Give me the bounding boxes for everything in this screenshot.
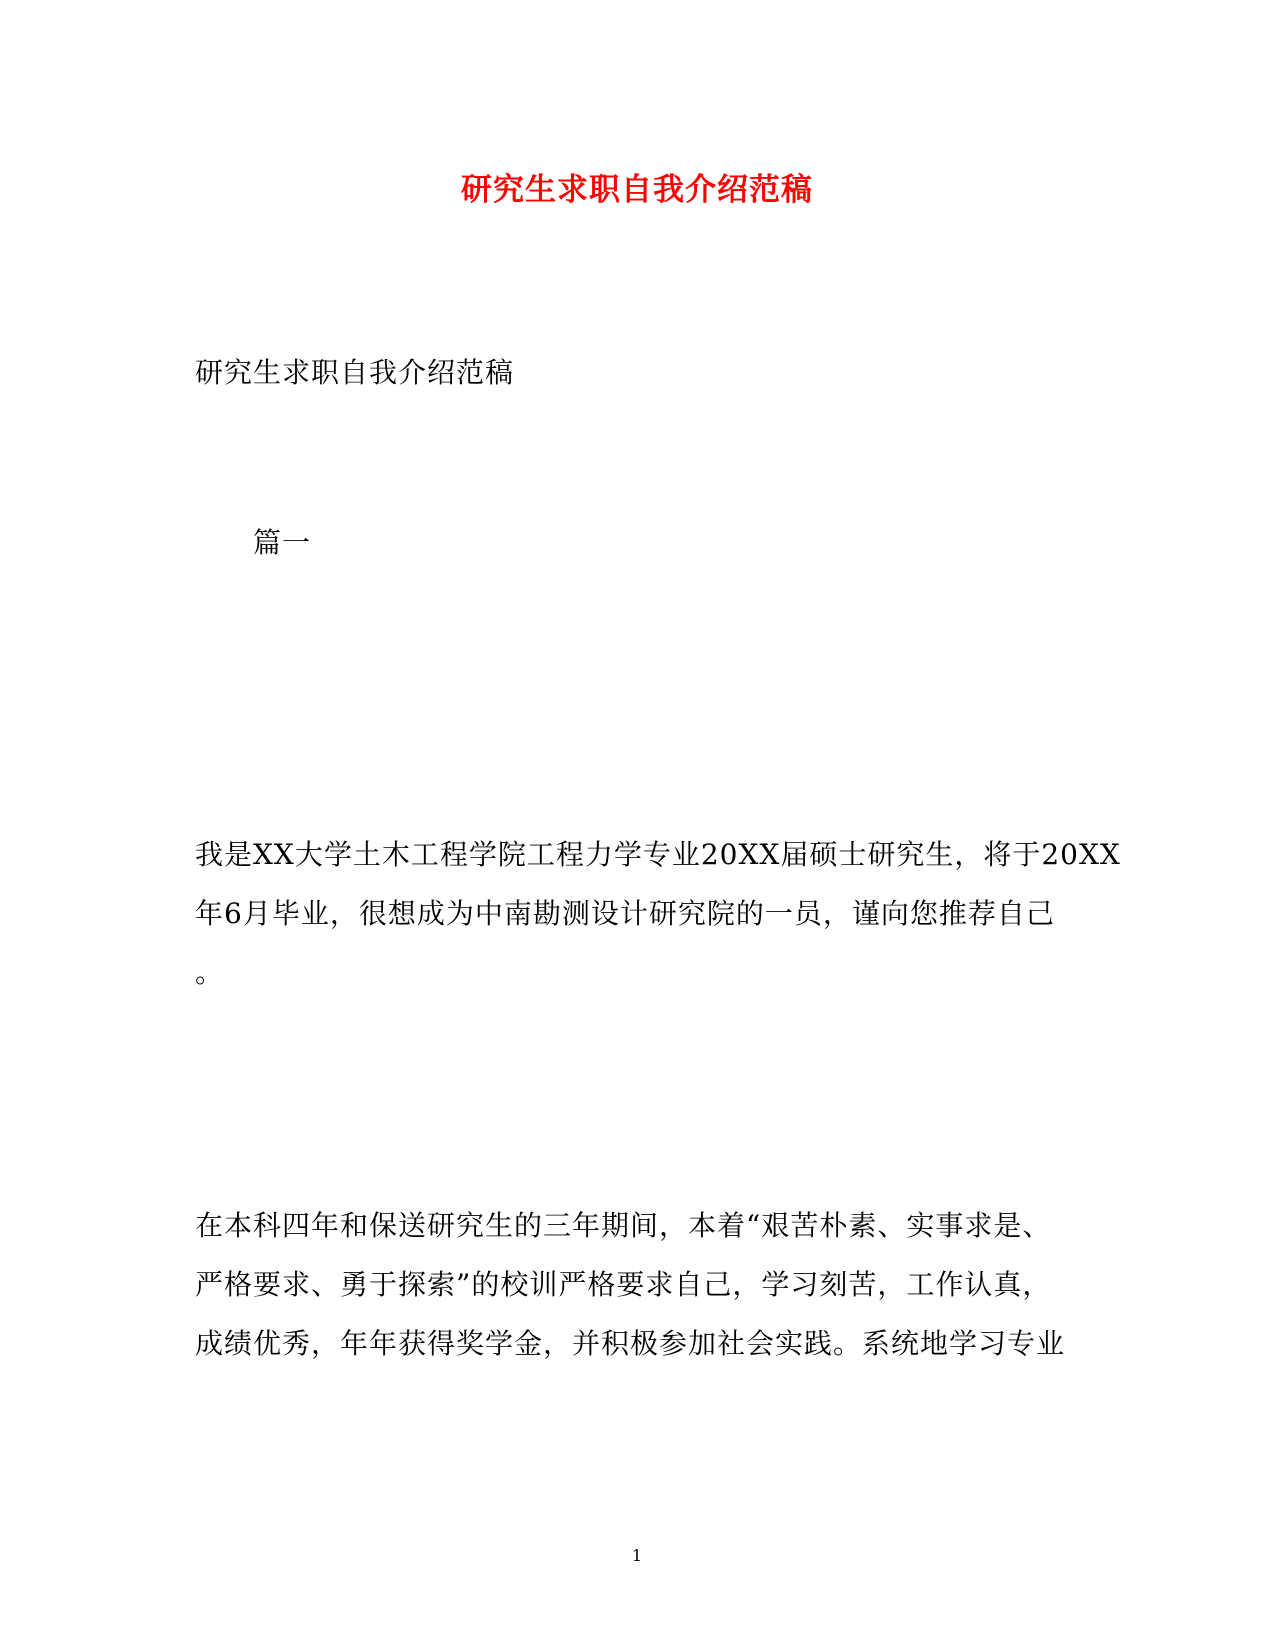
page-number: 1 [631, 1546, 643, 1565]
section-label: 篇一 [253, 526, 312, 559]
paragraph-line: 严格要求、勇于探索”的校训严格要求自己，学习刻苦，工作认真， [195, 1268, 1052, 1301]
document-title: 研究生求职自我介绍范稿 [461, 172, 813, 208]
paragraph-line: 。 [195, 956, 225, 989]
paragraph-line: 在本科四年和保送研究生的三年期间，本着“艰苦朴素、实事求是、 [195, 1209, 1052, 1242]
paragraph-line: 成绩优秀，年年获得奖学金，并积极参加社会实践。系统地学习专业 [195, 1327, 1066, 1360]
paragraph-line: 年6月毕业，很想成为中南勘测设计研究院的一员，谨向您推荐自己 [195, 897, 1055, 930]
paragraph-line: 我是XX大学土木工程学院工程力学专业20XX届硕士研究生，将于20XX [195, 838, 1121, 871]
document-subtitle: 研究生求职自我介绍范稿 [195, 356, 515, 389]
